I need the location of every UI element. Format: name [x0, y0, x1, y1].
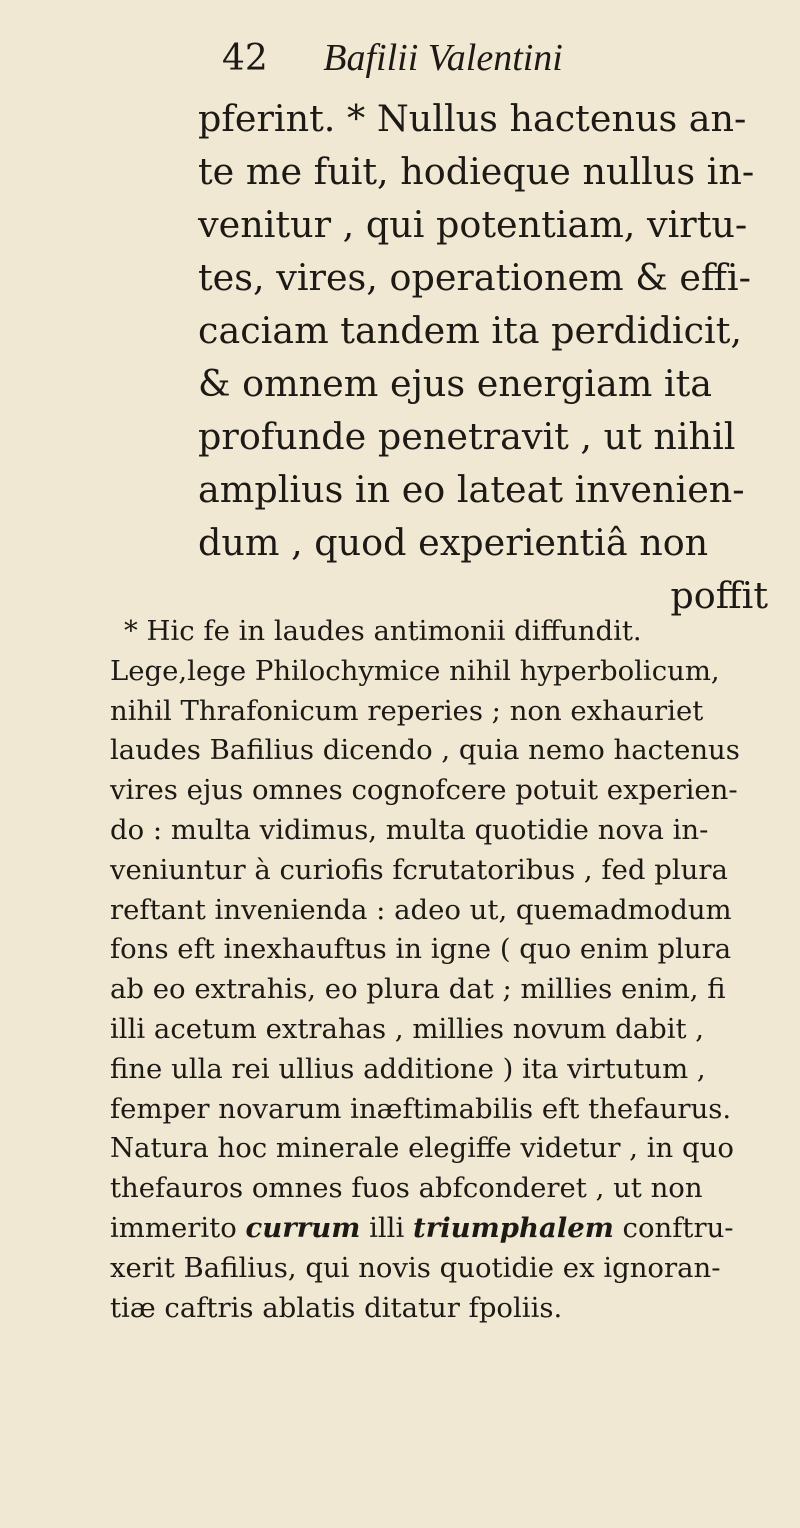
text-line: amplius in eo lateat invenien- — [198, 468, 745, 511]
text-line: venitur , qui potentiam, virtu- — [198, 203, 748, 246]
italic-term-triumphalem: triumphalem — [413, 1211, 614, 1244]
text-line: profunde penetravit , ut nihil — [198, 415, 736, 458]
note-line: veniuntur à curiofis fcrutatoribus , fed plura — [110, 853, 728, 886]
note-line — [110, 1209, 770, 1249]
note-line: do : multa vidimus, multa quotidie nova in- — [110, 813, 709, 846]
note-text: illi — [360, 1211, 413, 1244]
note-line: Natura hoc minerale elegiffe videtur , in quo — [110, 1132, 734, 1165]
note-line: thefauros omnes fuos abfconderet , ut non — [110, 1172, 703, 1205]
note-line: fine ulla rei ullius additione ) ita virtutum , — [110, 1052, 706, 1085]
text-line: dum , quod experientiâ non — [198, 521, 709, 564]
text-line: & omnem ejus energiam ita — [198, 362, 713, 405]
note-line: ab eo extrahis, eo plura dat ; millies enim, fi — [110, 973, 726, 1006]
text-line: pferint. * Nullus hactenus an- — [198, 97, 747, 140]
note-line: tiæ caftris ablatis ditatur fpoliis. — [110, 1291, 563, 1324]
text-line: caciam tandem ita perdidicit, — [198, 309, 742, 352]
italic-term-currum: currum — [245, 1211, 361, 1244]
note-text: conftru- — [613, 1211, 734, 1244]
running-title: Bafilii Valentini — [323, 37, 563, 79]
note-line: illi acetum extrahas , millies novum dabit , — [110, 1012, 705, 1045]
text-line: te me fuit, hodieque nullus in- — [198, 150, 755, 193]
note-text: immerito — [110, 1211, 246, 1244]
page-number: 42 — [222, 38, 268, 79]
note-line: * Hic fe in laudes antimonii diffundit. — [124, 615, 642, 647]
note-line: xerit Bafilius, qui novis quotidie ex ignoran- — [110, 1251, 721, 1284]
main-text — [198, 92, 788, 622]
note-line: vires ejus omnes cognofcere potuit experien- — [110, 774, 738, 807]
note-line: femper novarum inæftimabilis eft thefaurus. — [110, 1092, 732, 1125]
note-line: laudes Bafilius dicendo , quia nemo hactenus — [110, 734, 740, 767]
catchword: poffit — [670, 574, 768, 617]
note-line: fons eft inexhauftus in igne ( quo enim plura — [110, 933, 732, 966]
running-head — [222, 36, 563, 80]
note-line: Lege,lege Philochymice nihil hyperbolicum, — [110, 654, 720, 687]
note-line: reftant invenienda : adeo ut, quemadmodum — [110, 893, 732, 926]
note-line: nihil Thrafonicum reperies ; non exhauriet — [110, 694, 704, 727]
footnote — [110, 612, 770, 1328]
text-line: tes, vires, operationem & effi- — [198, 256, 751, 299]
